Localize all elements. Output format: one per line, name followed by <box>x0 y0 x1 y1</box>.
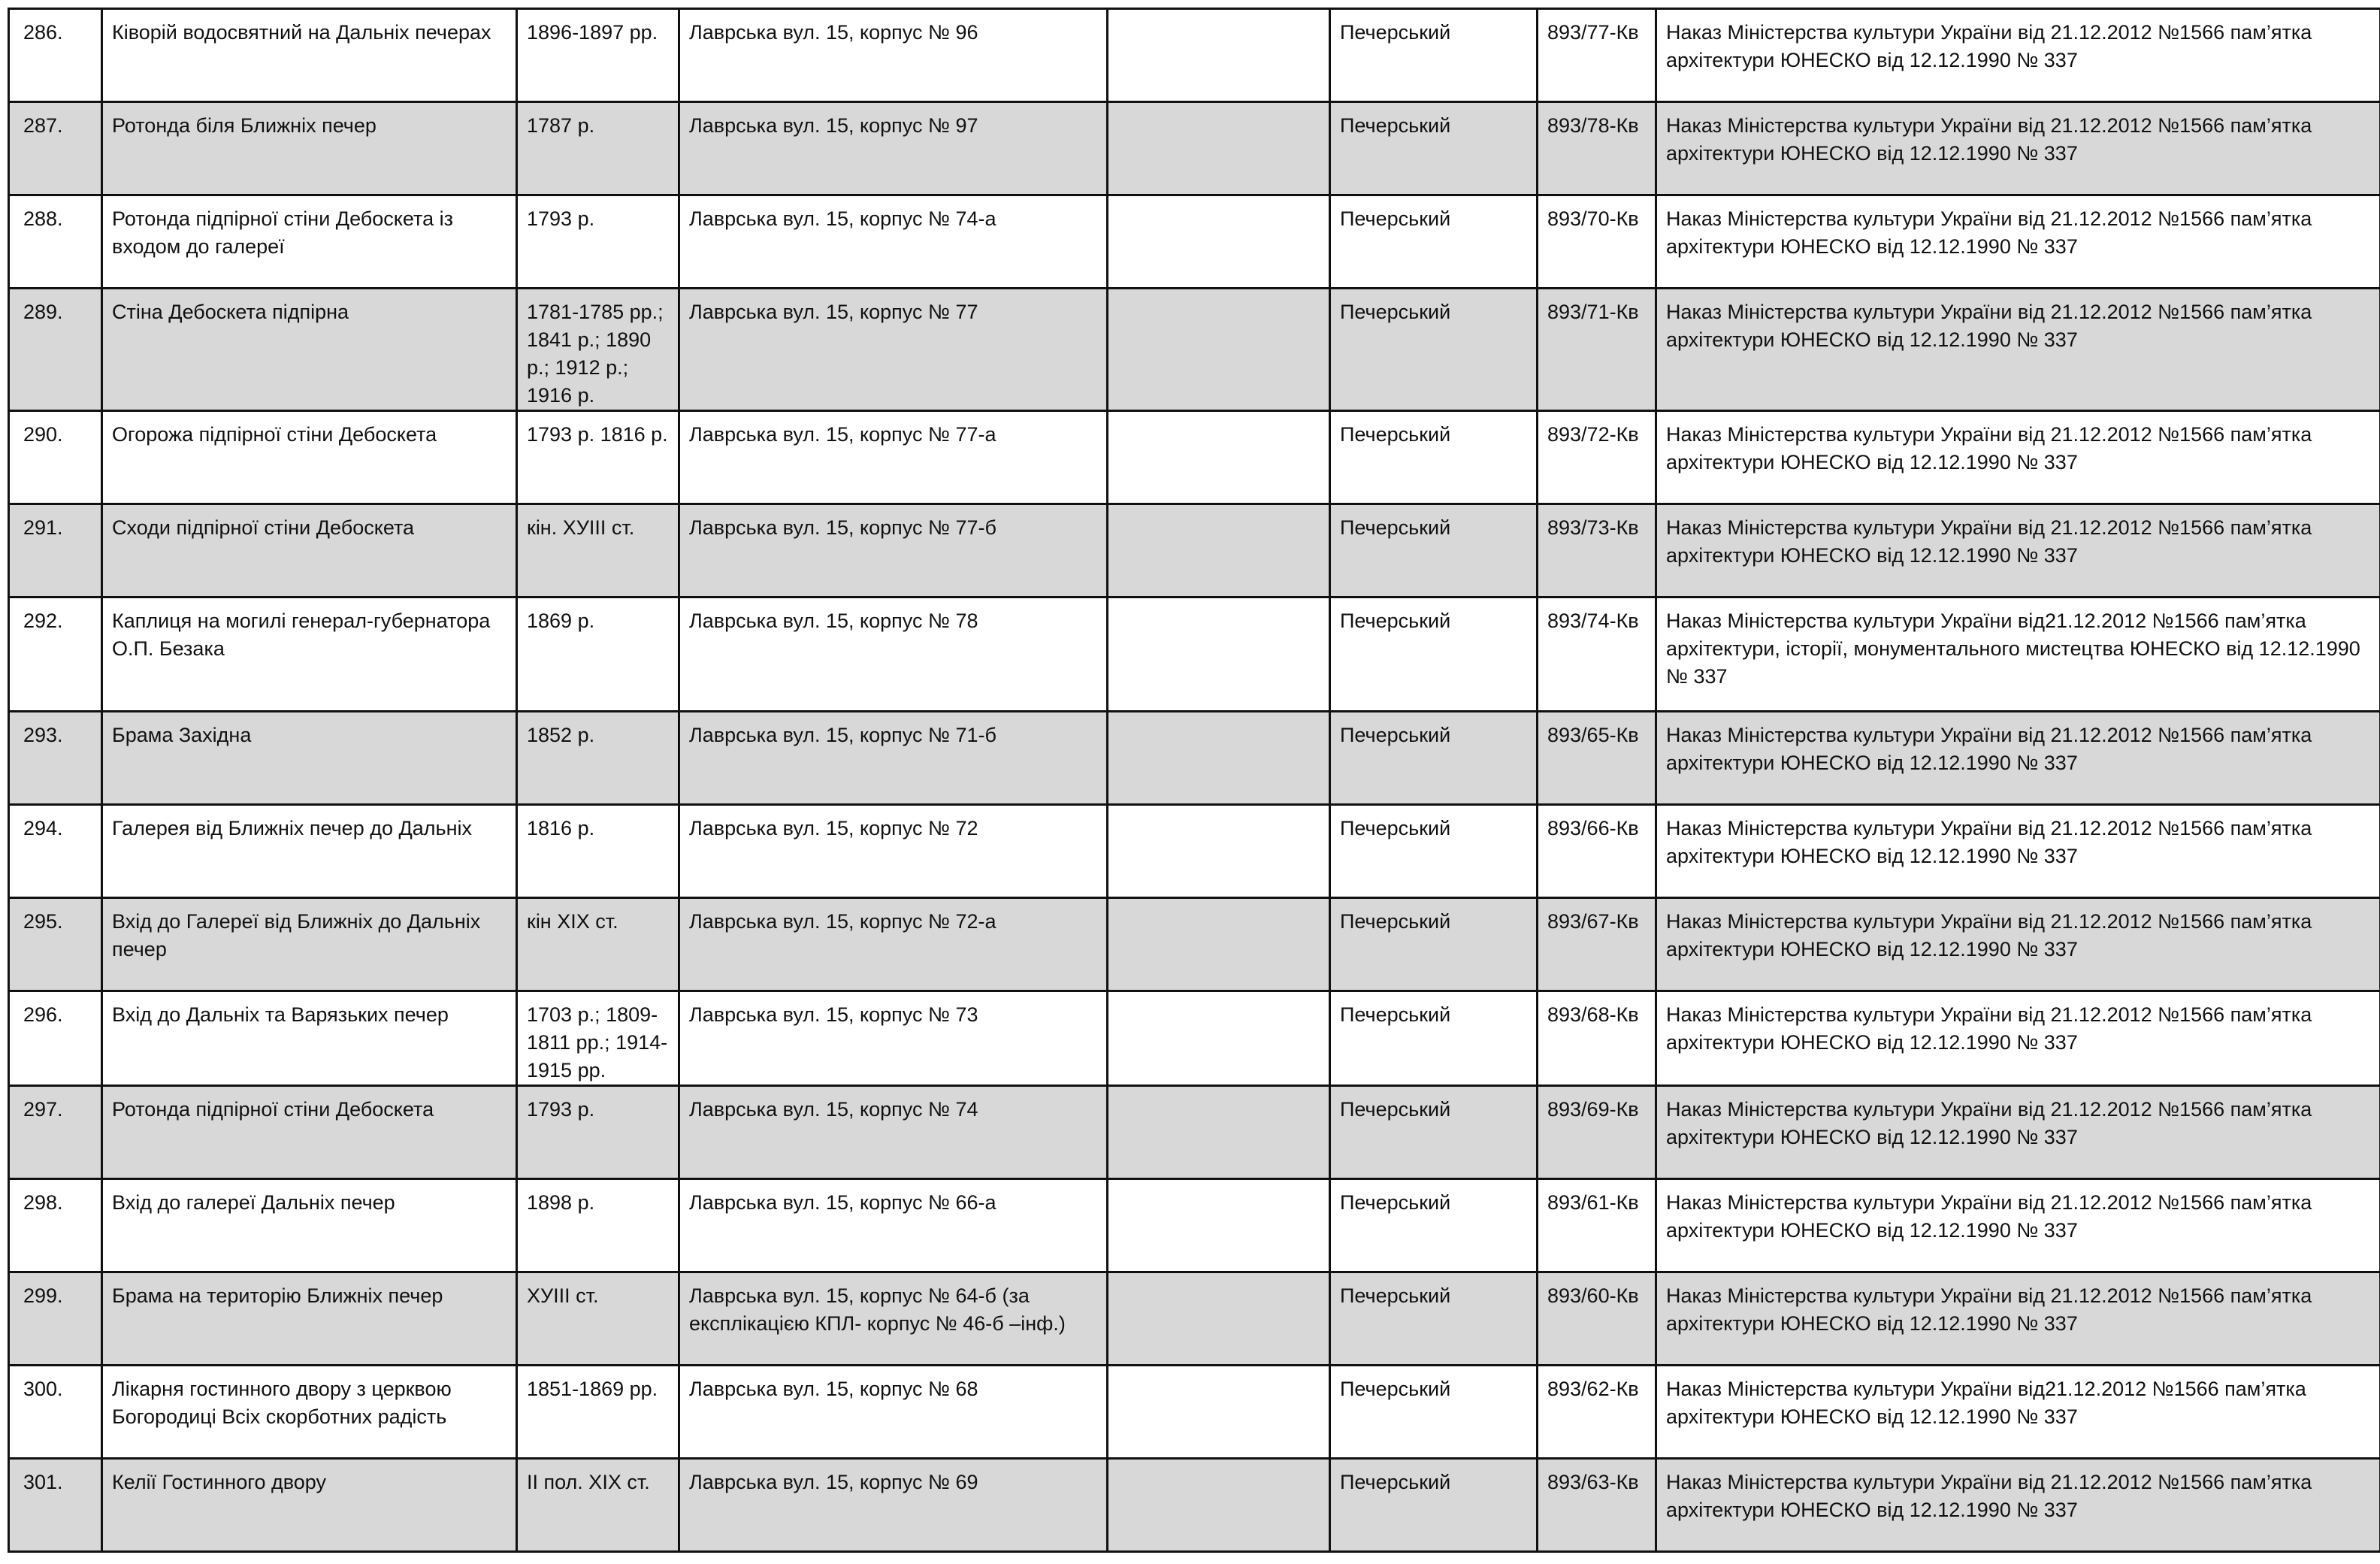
empty-cell <box>1108 991 1330 1086</box>
legal-document-cell: Наказ Міністерства культури України від 21.12.2012 №1566 пам’ятка архітектури ЮНЕСКО від 12.12.1990 № 337 <box>1656 991 2380 1086</box>
row-number-cell: 293. <box>9 712 102 805</box>
legal-document-cell: Наказ Міністерства культури України від 21.12.2012 №1566 пам’ятка архітектури ЮНЕСКО від 12.12.1990 № 337 <box>1656 712 2380 805</box>
legal-document-cell: Наказ Міністерства культури України від 21.12.2012 №1566 пам’ятка архітектури ЮНЕСКО від 12.12.1990 № 337 <box>1656 102 2380 195</box>
address-cell: Лаврська вул. 15, корпус № 73 <box>679 991 1108 1086</box>
empty-cell <box>1108 102 1330 195</box>
address-cell: Лаврська вул. 15, корпус № 78 <box>679 597 1108 712</box>
district-cell: Печерський <box>1330 1179 1538 1272</box>
registry-code-cell: 893/68-Кв <box>1538 991 1656 1086</box>
monument-name-cell: Лікарня гостинного двору з церквою Богородиці Всіх скорботних радість <box>102 1366 517 1459</box>
empty-cell <box>1108 504 1330 597</box>
district-cell: Печерський <box>1330 597 1538 712</box>
monument-name-cell: Вхід до галереї Дальніх печер <box>102 1179 517 1272</box>
row-number-cell: 297. <box>9 1086 102 1179</box>
row-number-cell: 296. <box>9 991 102 1086</box>
date-cell: 1852 р. <box>517 712 679 805</box>
table-row <box>9 898 2380 991</box>
legal-document-cell: Наказ Міністерства культури України від 21.12.2012 №1566 пам’ятка архітектури ЮНЕСКО від 12.12.1990 № 337 <box>1656 1272 2380 1366</box>
table-row <box>9 1272 2380 1366</box>
district-cell: Печерський <box>1330 289 1538 411</box>
legal-document-cell: Наказ Міністерства культури України від 21.12.2012 №1566 пам’ятка архітектури ЮНЕСКО від 12.12.1990 № 337 <box>1656 195 2380 289</box>
empty-cell <box>1108 898 1330 991</box>
address-cell: Лаврська вул. 15, корпус № 74 <box>679 1086 1108 1179</box>
registry-code-cell: 893/62-Кв <box>1538 1366 1656 1459</box>
district-cell: Печерський <box>1330 504 1538 597</box>
date-cell: 1793 р. 1816 р. <box>517 411 679 504</box>
row-number-cell: 300. <box>9 1366 102 1459</box>
address-cell: Лаврська вул. 15, корпус № 77 <box>679 289 1108 411</box>
row-number-cell: 291. <box>9 504 102 597</box>
legal-document-cell: Наказ Міністерства культури України від21.12.2012 №1566 пам’ятка архітектури ЮНЕСКО від 12.12.1990 № 337 <box>1656 1366 2380 1459</box>
row-number-cell: 290. <box>9 411 102 504</box>
monument-name-cell: Брама на територію Ближніх печер <box>102 1272 517 1366</box>
monument-name-cell: Брама Західна <box>102 712 517 805</box>
address-cell: Лаврська вул. 15, корпус № 71-б <box>679 712 1108 805</box>
date-cell: 1703 р.; 1809-1811 рр.; 1914-1915 рр. <box>517 991 679 1086</box>
table-row <box>9 712 2380 805</box>
district-cell: Печерський <box>1330 102 1538 195</box>
district-cell: Печерський <box>1330 1272 1538 1366</box>
registry-code-cell: 893/65-Кв <box>1538 712 1656 805</box>
monument-name-cell: Стіна Дебоскета підпірна <box>102 289 517 411</box>
address-cell: Лаврська вул. 15, корпус № 77-б <box>679 504 1108 597</box>
table-row <box>9 991 2380 1086</box>
district-cell: Печерський <box>1330 712 1538 805</box>
address-cell: Лаврська вул. 15, корпус № 64-б (за експлікацією КПЛ- корпус № 46-б –інф.) <box>679 1272 1108 1366</box>
legal-document-cell: Наказ Міністерства культури України від 21.12.2012 №1566 пам’ятка архітектури ЮНЕСКО від 12.12.1990 № 337 <box>1656 411 2380 504</box>
registry-code-cell: 893/73-Кв <box>1538 504 1656 597</box>
registry-code-cell: 893/61-Кв <box>1538 1179 1656 1272</box>
registry-code-cell: 893/78-Кв <box>1538 102 1656 195</box>
date-cell: ХУІІІ ст. <box>517 1272 679 1366</box>
date-cell: 1851-1869 рр. <box>517 1366 679 1459</box>
legal-document-cell: Наказ Міністерства культури України від 21.12.2012 №1566 пам’ятка архітектури ЮНЕСКО від 12.12.1990 № 337 <box>1656 1086 2380 1179</box>
legal-document-cell: Наказ Міністерства культури України від 21.12.2012 №1566 пам’ятка архітектури ЮНЕСКО від 12.12.1990 № 337 <box>1656 9 2380 102</box>
registry-code-cell: 893/74-Кв <box>1538 597 1656 712</box>
address-cell: Лаврська вул. 15, корпус № 96 <box>679 9 1108 102</box>
legal-document-cell: Наказ Міністерства культури України від 21.12.2012 №1566 пам’ятка архітектури ЮНЕСКО від 12.12.1990 № 337 <box>1656 504 2380 597</box>
empty-cell <box>1108 1366 1330 1459</box>
registry-code-cell: 893/60-Кв <box>1538 1272 1656 1366</box>
monument-name-cell: Ківорій водосвятний на Дальніх печерах <box>102 9 517 102</box>
monument-name-cell: Сходи підпірної стіни Дебоскета <box>102 504 517 597</box>
date-cell: 1793 р. <box>517 1086 679 1179</box>
empty-cell <box>1108 9 1330 102</box>
date-cell: 1896-1897 рр. <box>517 9 679 102</box>
empty-cell <box>1108 1272 1330 1366</box>
registry-code-cell: 893/70-Кв <box>1538 195 1656 289</box>
address-cell: Лаврська вул. 15, корпус № 97 <box>679 102 1108 195</box>
empty-cell <box>1108 195 1330 289</box>
district-cell: Печерський <box>1330 898 1538 991</box>
legal-document-cell: Наказ Міністерства культури України від 21.12.2012 №1566 пам’ятка архітектури ЮНЕСКО від 12.12.1990 № 337 <box>1656 1459 2380 1552</box>
legal-document-cell: Наказ Міністерства культури України від21.12.2012 №1566 пам’ятка архітектури, історії, монументального мистецтва ЮНЕСКО від 12.12.1990 № 337 <box>1656 597 2380 712</box>
district-cell: Печерський <box>1330 1086 1538 1179</box>
registry-code-cell: 893/66-Кв <box>1538 805 1656 898</box>
date-cell: кін. ХУІІІ ст. <box>517 504 679 597</box>
address-cell: Лаврська вул. 15, корпус № 72 <box>679 805 1108 898</box>
row-number-cell: 288. <box>9 195 102 289</box>
monument-name-cell: Вхід до Дальніх та Варязьких печер <box>102 991 517 1086</box>
legal-document-cell: Наказ Міністерства культури України від 21.12.2012 №1566 пам’ятка архітектури ЮНЕСКО від 12.12.1990 № 337 <box>1656 805 2380 898</box>
row-number-cell: 294. <box>9 805 102 898</box>
registry-code-cell: 893/71-Кв <box>1538 289 1656 411</box>
date-cell: кін ХІХ ст. <box>517 898 679 991</box>
monument-name-cell: Галерея від Ближніх печер до Дальніх <box>102 805 517 898</box>
district-cell: Печерський <box>1330 805 1538 898</box>
table-row <box>9 597 2380 712</box>
table-row <box>9 9 2380 102</box>
row-number-cell: 299. <box>9 1272 102 1366</box>
address-cell: Лаврська вул. 15, корпус № 66-а <box>679 1179 1108 1272</box>
district-cell: Печерський <box>1330 1366 1538 1459</box>
monument-name-cell: Ротонда підпірної стіни Дебоскета <box>102 1086 517 1179</box>
table-row <box>9 1179 2380 1272</box>
empty-cell <box>1108 1459 1330 1552</box>
monument-name-cell: Ротонда підпірної стіни Дебоскета із входом до галереї <box>102 195 517 289</box>
empty-cell <box>1108 712 1330 805</box>
monument-name-cell: Каплиця на могилі генерал-губернатора О.П. Безака <box>102 597 517 712</box>
registry-code-cell: 893/67-Кв <box>1538 898 1656 991</box>
monument-name-cell: Келії Гостинного двору <box>102 1459 517 1552</box>
empty-cell <box>1108 411 1330 504</box>
registry-code-cell: 893/77-Кв <box>1538 9 1656 102</box>
row-number-cell: 287. <box>9 102 102 195</box>
table-body <box>9 9 2380 1552</box>
district-cell: Печерський <box>1330 1459 1538 1552</box>
monument-name-cell: Вхід до Галереї від Ближніх до Дальніх печер <box>102 898 517 991</box>
table-row <box>9 1459 2380 1552</box>
table-row <box>9 195 2380 289</box>
monuments-table <box>8 8 2380 1553</box>
registry-code-cell: 893/72-Кв <box>1538 411 1656 504</box>
row-number-cell: 295. <box>9 898 102 991</box>
empty-cell <box>1108 1086 1330 1179</box>
district-cell: Печерський <box>1330 195 1538 289</box>
row-number-cell: 289. <box>9 289 102 411</box>
date-cell: 1787 р. <box>517 102 679 195</box>
registry-code-cell: 893/69-Кв <box>1538 1086 1656 1179</box>
address-cell: Лаврська вул. 15, корпус № 74-а <box>679 195 1108 289</box>
address-cell: Лаврська вул. 15, корпус № 68 <box>679 1366 1108 1459</box>
legal-document-cell: Наказ Міністерства культури України від 21.12.2012 №1566 пам’ятка архітектури ЮНЕСКО від 12.12.1990 № 337 <box>1656 1179 2380 1272</box>
date-cell: 1898 р. <box>517 1179 679 1272</box>
district-cell: Печерський <box>1330 411 1538 504</box>
date-cell: 1869 р. <box>517 597 679 712</box>
row-number-cell: 286. <box>9 9 102 102</box>
row-number-cell: 301. <box>9 1459 102 1552</box>
address-cell: Лаврська вул. 15, корпус № 77-а <box>679 411 1108 504</box>
empty-cell <box>1108 805 1330 898</box>
empty-cell <box>1108 1179 1330 1272</box>
empty-cell <box>1108 597 1330 712</box>
legal-document-cell: Наказ Міністерства культури України від 21.12.2012 №1566 пам’ятка архітектури ЮНЕСКО від 12.12.1990 № 337 <box>1656 289 2380 411</box>
district-cell: Печерський <box>1330 991 1538 1086</box>
date-cell: 1816 р. <box>517 805 679 898</box>
date-cell: ІІ пол. ХІХ ст. <box>517 1459 679 1552</box>
date-cell: 1781-1785 рр.; 1841 р.; 1890 р.; 1912 р.; 1916 р. <box>517 289 679 411</box>
table-row <box>9 504 2380 597</box>
table-row <box>9 289 2380 411</box>
district-cell: Печерський <box>1330 9 1538 102</box>
row-number-cell: 298. <box>9 1179 102 1272</box>
empty-cell <box>1108 289 1330 411</box>
table-row <box>9 805 2380 898</box>
address-cell: Лаврська вул. 15, корпус № 69 <box>679 1459 1108 1552</box>
monument-name-cell: Ротонда біля Ближніх печер <box>102 102 517 195</box>
registry-code-cell: 893/63-Кв <box>1538 1459 1656 1552</box>
row-number-cell: 292. <box>9 597 102 712</box>
table-row <box>9 1086 2380 1179</box>
table-row <box>9 102 2380 195</box>
address-cell: Лаврська вул. 15, корпус № 72-а <box>679 898 1108 991</box>
legal-document-cell: Наказ Міністерства культури України від 21.12.2012 №1566 пам’ятка архітектури ЮНЕСКО від 12.12.1990 № 337 <box>1656 898 2380 991</box>
date-cell: 1793 р. <box>517 195 679 289</box>
table-row <box>9 1366 2380 1459</box>
table-row <box>9 411 2380 504</box>
monument-name-cell: Огорожа підпірної стіни Дебоскета <box>102 411 517 504</box>
